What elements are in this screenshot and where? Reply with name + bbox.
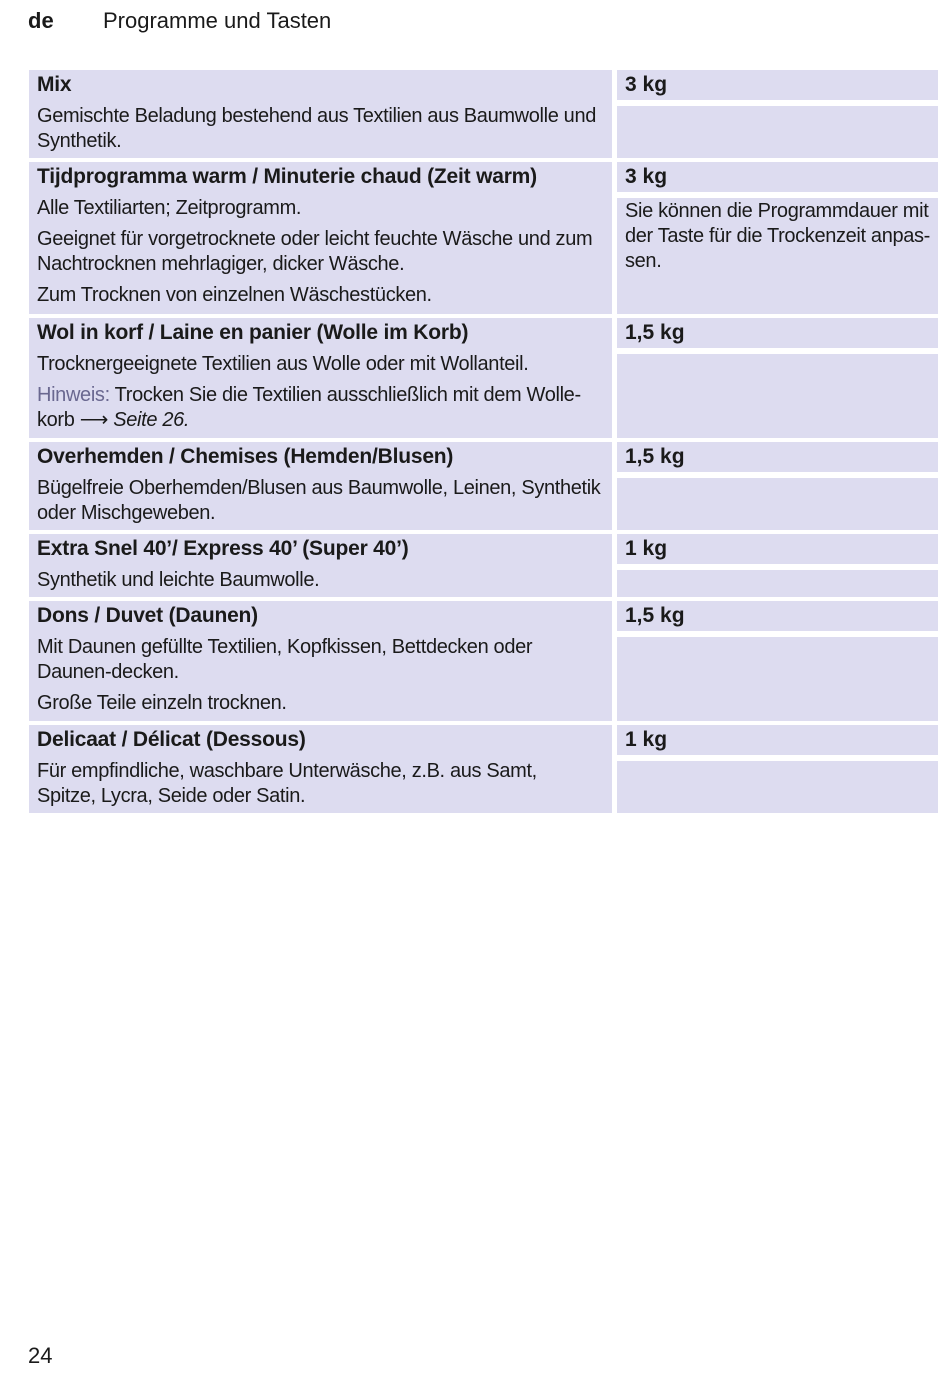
max-load: 1 kg bbox=[625, 537, 668, 560]
program-paragraph: Trocknergeeignete Textilien aus Wolle oder mit Wollanteil. bbox=[37, 353, 529, 375]
program-title: Tijdprogramma warm / Minuterie chaud (Zeit warm) bbox=[37, 165, 537, 188]
program-description-cell bbox=[29, 601, 612, 721]
program-description-cell bbox=[29, 162, 612, 314]
program-row-down bbox=[29, 601, 938, 721]
program-description-cell bbox=[29, 534, 612, 597]
program-note-cell bbox=[617, 570, 938, 597]
program-paragraph: Mit Daunen gefüllte Textilien, Kopfkissen, Bettdecken oder Daunen-decken. bbox=[37, 636, 533, 683]
program-description-cell bbox=[29, 318, 612, 438]
program-paragraph: Gemischte Beladung bestehend aus Textilien aus Baumwolle und Synthetik. bbox=[37, 105, 597, 152]
program-paragraph: Geeignet für vorgetrocknete oder leicht feuchte Wäsche und zum Nachtrocknen mehrlagiger, dicker Wäsche. bbox=[37, 228, 593, 275]
hint-text: Trocken Sie die Textilien ausschließlich mit dem Wolle-korb bbox=[37, 384, 581, 431]
program-row-shirts bbox=[29, 442, 938, 530]
load-cell bbox=[617, 601, 938, 631]
max-load: 3 kg bbox=[625, 73, 668, 96]
program-note-cell bbox=[617, 354, 938, 438]
program-row-wool-basket bbox=[29, 318, 938, 438]
program-title: Overhemden / Chemises (Hemden/Blusen) bbox=[37, 445, 454, 468]
max-load: 1,5 kg bbox=[625, 445, 685, 468]
max-load: 1 kg bbox=[625, 728, 668, 751]
load-cell bbox=[617, 725, 938, 755]
program-row-delicates bbox=[29, 725, 938, 813]
program-table bbox=[29, 70, 938, 813]
load-cell bbox=[617, 162, 938, 192]
arrow-right-icon: ⟶ bbox=[79, 409, 109, 431]
program-note-cell bbox=[617, 478, 938, 530]
program-paragraph: Alle Textiliarten; Zeitprogramm. bbox=[37, 197, 302, 219]
load-cell bbox=[617, 442, 938, 472]
program-title: Extra Snel 40’/ Express 40’ (Super 40’) bbox=[37, 537, 409, 560]
language-code: de bbox=[28, 8, 54, 33]
hint-label: Hinweis: bbox=[37, 384, 110, 406]
page-title: Programme und Tasten bbox=[103, 8, 332, 33]
load-cell bbox=[617, 534, 938, 564]
program-row-express-40 bbox=[29, 534, 938, 597]
program-note-cell bbox=[617, 106, 938, 158]
program-note: Sie können die Programmdauer mit der Taste für die Trockenzeit anpas-sen. bbox=[625, 200, 930, 272]
page-number: 24 bbox=[28, 1343, 53, 1368]
program-paragraph: Bügelfreie Oberhemden/Blusen aus Baumwolle, Leinen, Synthetik oder Mischgeweben. bbox=[37, 477, 601, 524]
program-note-cell bbox=[617, 198, 938, 314]
program-paragraph: Synthetik und leichte Baumwolle. bbox=[37, 569, 320, 591]
program-note-cell bbox=[617, 637, 938, 721]
max-load: 3 kg bbox=[625, 165, 668, 188]
max-load: 1,5 kg bbox=[625, 604, 685, 627]
program-title: Dons / Duvet (Daunen) bbox=[37, 604, 258, 627]
program-title: Mix bbox=[37, 73, 72, 96]
max-load: 1,5 kg bbox=[625, 321, 685, 344]
program-description-cell bbox=[29, 70, 612, 158]
page-reference-link[interactable]: Seite 26. bbox=[113, 409, 190, 431]
program-title: Delicaat / Délicat (Dessous) bbox=[37, 728, 306, 751]
program-description-cell bbox=[29, 725, 612, 813]
program-paragraph: Für empfindliche, waschbare Unterwäsche, z.B. aus Samt, Spitze, Lycra, Seide oder Satin. bbox=[37, 760, 537, 807]
hint-note bbox=[37, 383, 597, 433]
program-note-cell bbox=[617, 761, 938, 813]
program-row-mix bbox=[29, 70, 938, 158]
program-row-timed-warm bbox=[29, 162, 938, 314]
program-description-cell bbox=[29, 442, 612, 530]
load-cell bbox=[617, 70, 938, 100]
program-paragraph: Zum Trocknen von einzelnen Wäschestücken. bbox=[37, 284, 432, 306]
load-cell bbox=[617, 318, 938, 348]
program-title: Wol in korf / Laine en panier (Wolle im Korb) bbox=[37, 321, 469, 344]
program-paragraph: Große Teile einzeln trocknen. bbox=[37, 692, 287, 714]
